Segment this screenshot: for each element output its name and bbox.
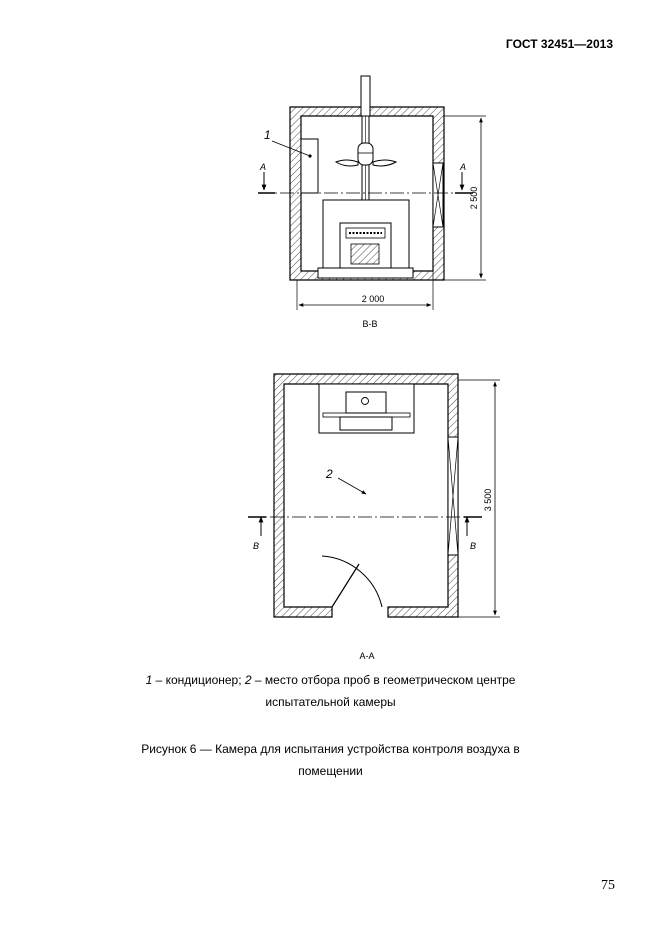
plan-section-mark-right: В — [470, 541, 477, 551]
test-stand — [318, 200, 413, 278]
air-conditioner — [301, 139, 318, 193]
standard-number: ГОСТ 32451—2013 — [505, 37, 613, 51]
plan-test-stand — [319, 384, 414, 433]
legend-number-1: 1 — [145, 673, 153, 687]
section-mark-left: А — [260, 162, 267, 172]
plan-section-mark-left: В — [253, 541, 260, 551]
figure-caption-line-2: помещении — [298, 764, 363, 778]
section-mark-right: А — [460, 162, 467, 172]
page-number: 75 — [601, 878, 615, 893]
legend-number-2: 2 — [244, 673, 252, 687]
width-dimension: 2 000 — [361, 294, 385, 304]
section-view-aa — [248, 374, 500, 661]
callout-1: 1 — [264, 128, 271, 142]
fan — [336, 143, 396, 166]
device-grid — [351, 244, 379, 264]
legend-text-2: – место отбора проб в геометрическом центре — [251, 673, 516, 687]
figure-caption-line-1: Рисунок 6 — Камера для испытания устройства контроля воздуха в — [141, 742, 520, 756]
legend-line-2: испытательной камеры — [265, 695, 396, 709]
callout-2: 2 — [326, 467, 333, 481]
height-dimension: 2 500 — [469, 186, 479, 210]
view-label-aa: А-А — [359, 651, 375, 661]
door-leaf — [332, 564, 359, 607]
legend-text-1: – кондиционер; — [152, 673, 245, 687]
legend-line-1 — [0, 670, 661, 690]
view-label-bb: В-В — [362, 319, 378, 329]
section-view-bb — [258, 76, 486, 329]
door-arc — [322, 556, 382, 607]
depth-dimension: 3 500 — [483, 488, 493, 512]
ventilation-pipe — [361, 76, 370, 116]
